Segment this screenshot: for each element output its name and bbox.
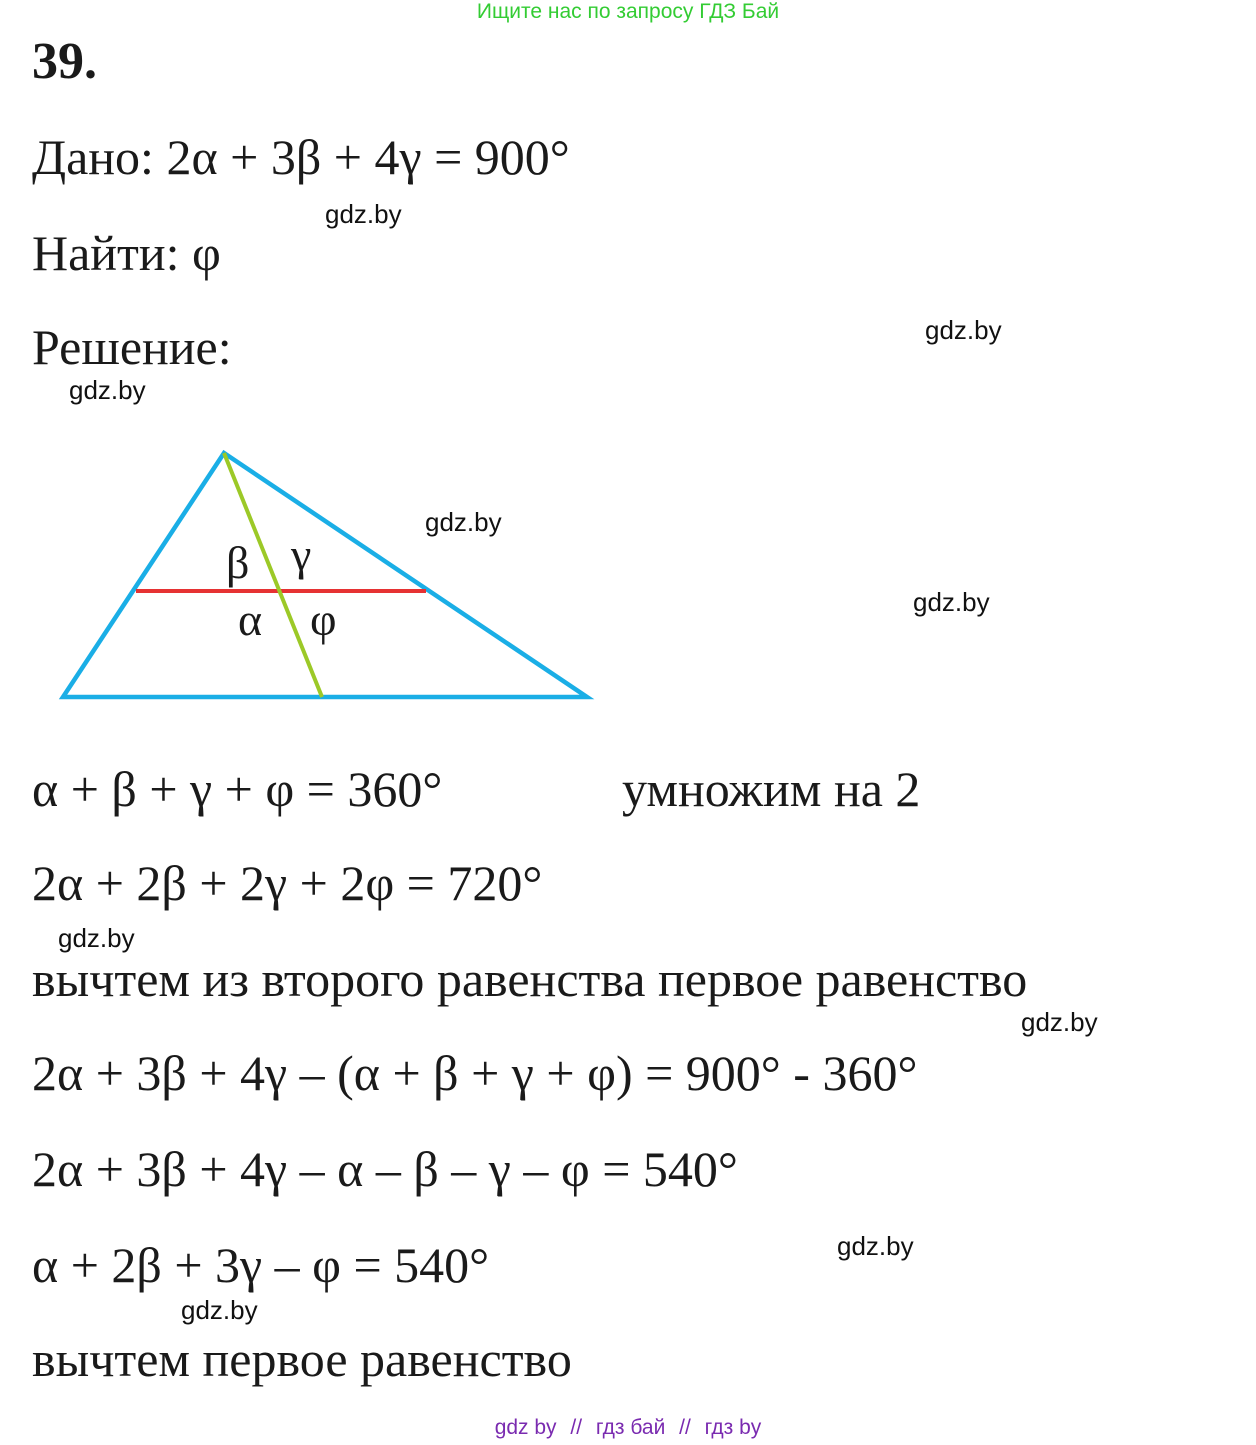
triangle [63, 453, 587, 697]
step-3: вычтем из второго равенства первое равенство [32, 951, 1028, 1007]
problem-number: 39. [32, 33, 97, 90]
watermark: gdz.by [1021, 1007, 1098, 1037]
watermark: gdz.by [58, 923, 135, 953]
footer-separator: // [570, 1416, 583, 1439]
given-line: Дано: 2α + 3β + 4γ = 900° [32, 129, 570, 185]
gamma-label: γ [291, 529, 312, 580]
footer-link-gdz-by[interactable]: gdz by [494, 1416, 557, 1439]
step-1-note: умножим на 2 [622, 761, 921, 817]
triangle-figure [55, 445, 595, 707]
find-line: Найти: φ [32, 225, 221, 281]
watermark: gdz.by [837, 1231, 914, 1261]
watermark: gdz.by [425, 507, 502, 537]
footer-link-gdz-bai[interactable]: гдз бай [595, 1416, 666, 1439]
top-banner[interactable]: Ищите нас по запросу ГДЗ Бай [476, 0, 780, 23]
step-5: 2α + 3β + 4γ – α – β – γ – φ = 540° [32, 1141, 738, 1197]
beta-label: β [226, 537, 250, 588]
step-4: 2α + 3β + 4γ – (α + β + γ + φ) = 900° - 360° [32, 1045, 918, 1101]
step-1-equation: α + β + γ + φ = 360° [32, 761, 443, 817]
solution-label: Решение: [32, 319, 232, 375]
step-2: 2α + 2β + 2γ + 2φ = 720° [32, 855, 543, 911]
watermark: gdz.by [325, 199, 402, 229]
watermark: gdz.by [181, 1295, 258, 1325]
phi-label: φ [310, 594, 337, 645]
footer-link-gdz-by-cyr[interactable]: гдз by [704, 1416, 762, 1439]
footer [0, 1416, 1256, 1440]
watermark: gdz.by [69, 375, 146, 405]
watermark: gdz.by [925, 315, 1002, 345]
footer-separator: // [679, 1416, 691, 1439]
step-6: α + 2β + 3γ – φ = 540° [32, 1237, 490, 1293]
step-7: вычтем первое равенство [32, 1331, 572, 1387]
watermark: gdz.by [913, 587, 990, 617]
alpha-label: α [238, 594, 263, 645]
